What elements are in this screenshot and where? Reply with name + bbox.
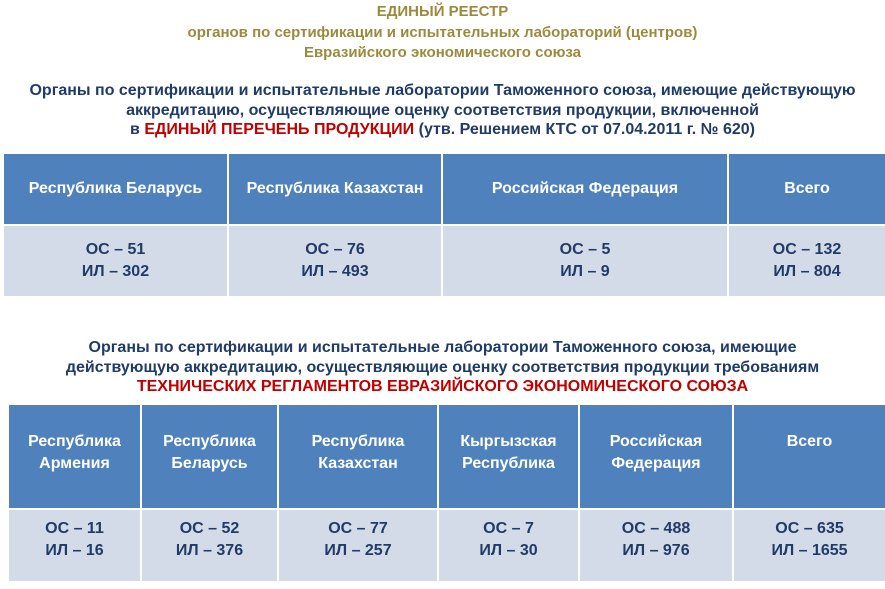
column-header-belarus: Республика Беларусь (4, 154, 228, 225)
section1-line1: Органы по сертификации и испытательные лаборатории Таможенного союза, имеющие действующую (29, 82, 856, 99)
il-count: ИЛ – 302 (81, 263, 150, 280)
single-list-table (4, 154, 885, 296)
os-count: ОС – 635 (775, 520, 844, 537)
table-row (9, 509, 885, 581)
header-line: Кыргызская (460, 433, 557, 450)
header-line: Республика (311, 433, 405, 450)
os-count: ОС – 51 (85, 241, 146, 258)
cell-belarus (4, 225, 228, 296)
header-line: Армения (39, 455, 110, 472)
header-line: Республика (462, 455, 555, 472)
il-count: ИЛ – 16 (45, 542, 104, 559)
registry-subtitle: органов по сертификации и испытательных лабораторий (центров) (187, 24, 698, 41)
column-header-belarus (141, 405, 278, 509)
os-count: ОС – 7 (483, 520, 534, 537)
header-line: Казахстан (318, 455, 398, 472)
il-count: ИЛ – 257 (324, 542, 392, 559)
header-line: Федерация (611, 455, 701, 472)
os-count: ОС – 5 (559, 241, 611, 258)
technical-regulations-highlight: ТЕХНИЧЕСКИХ РЕГЛАМЕНТОВ ЕВРАЗИЙСКОГО ЭКОНОМИЧЕСКОГО СОЮЗА (136, 378, 749, 395)
registry-title: ЕДИНЫЙ РЕЕСТР (376, 3, 509, 20)
column-header-russia (579, 405, 733, 509)
section2-line1: Органы по сертификации и испытательные лаборатории Таможенного союза, имеющие (88, 339, 797, 356)
header-line: Российская (609, 433, 703, 450)
cell-russia (579, 509, 733, 581)
cell-total (733, 509, 885, 581)
section1-line2: аккредитацию, осуществляющие оценку соответствия продукции, включенной (126, 101, 759, 119)
il-count: ИЛ – 804 (773, 263, 841, 280)
section1-line3-suffix: (утв. Решением КТС от 07.04.2011 г. № 620) (414, 121, 755, 138)
cell-kyrgyzstan (438, 509, 579, 581)
section1-line3 (0, 120, 885, 140)
column-header-total: Всего (728, 154, 885, 225)
section1-line3-prefix: в (130, 121, 145, 138)
column-header-total (733, 405, 885, 509)
header-line: Всего (786, 433, 833, 450)
section2-description (0, 338, 885, 397)
column-header-kyrgyzstan (438, 405, 579, 509)
table-header-row (4, 154, 885, 225)
column-header-kazakhstan (278, 405, 438, 509)
cell-kazakhstan (228, 225, 442, 296)
table-header-row (9, 405, 885, 509)
header-line: Беларусь (171, 455, 248, 472)
il-count: ИЛ – 376 (175, 542, 244, 559)
il-count: ИЛ – 1655 (771, 542, 848, 559)
section1-description (0, 81, 885, 140)
os-count: ОС – 52 (179, 520, 240, 537)
il-count: ИЛ – 30 (479, 542, 538, 559)
header-line: Республика (163, 433, 256, 450)
column-header-kazakhstan: Республика Казахстан (228, 154, 442, 225)
os-count: ОС – 488 (621, 520, 691, 537)
cell-kazakhstan (278, 509, 438, 581)
single-product-list-highlight: ЕДИНЫЙ ПЕРЕЧЕНЬ ПРОДУКЦИИ (144, 121, 415, 138)
os-count: ОС – 76 (305, 241, 365, 258)
os-count: ОС – 132 (772, 241, 842, 258)
cell-russia (442, 225, 728, 296)
os-count: ОС – 77 (328, 520, 388, 537)
il-count: ИЛ – 493 (301, 263, 369, 280)
column-header-armenia (9, 405, 141, 509)
column-header-russia: Российская Федерация (442, 154, 728, 225)
cell-total (728, 225, 885, 296)
os-count: ОС – 11 (45, 520, 104, 537)
header-line: Республика (28, 433, 121, 450)
table-row (4, 225, 885, 296)
il-count: ИЛ – 9 (560, 263, 610, 280)
cell-armenia (9, 509, 141, 581)
section2-line2: действующую аккредитацию, осуществляющие оценку соответствия продукции требованиям (65, 358, 820, 376)
il-count: ИЛ – 976 (622, 542, 690, 559)
cell-belarus (141, 509, 278, 581)
registry-union-name: Евразийского экономического союза (303, 44, 582, 61)
technical-regulations-table (9, 405, 885, 581)
